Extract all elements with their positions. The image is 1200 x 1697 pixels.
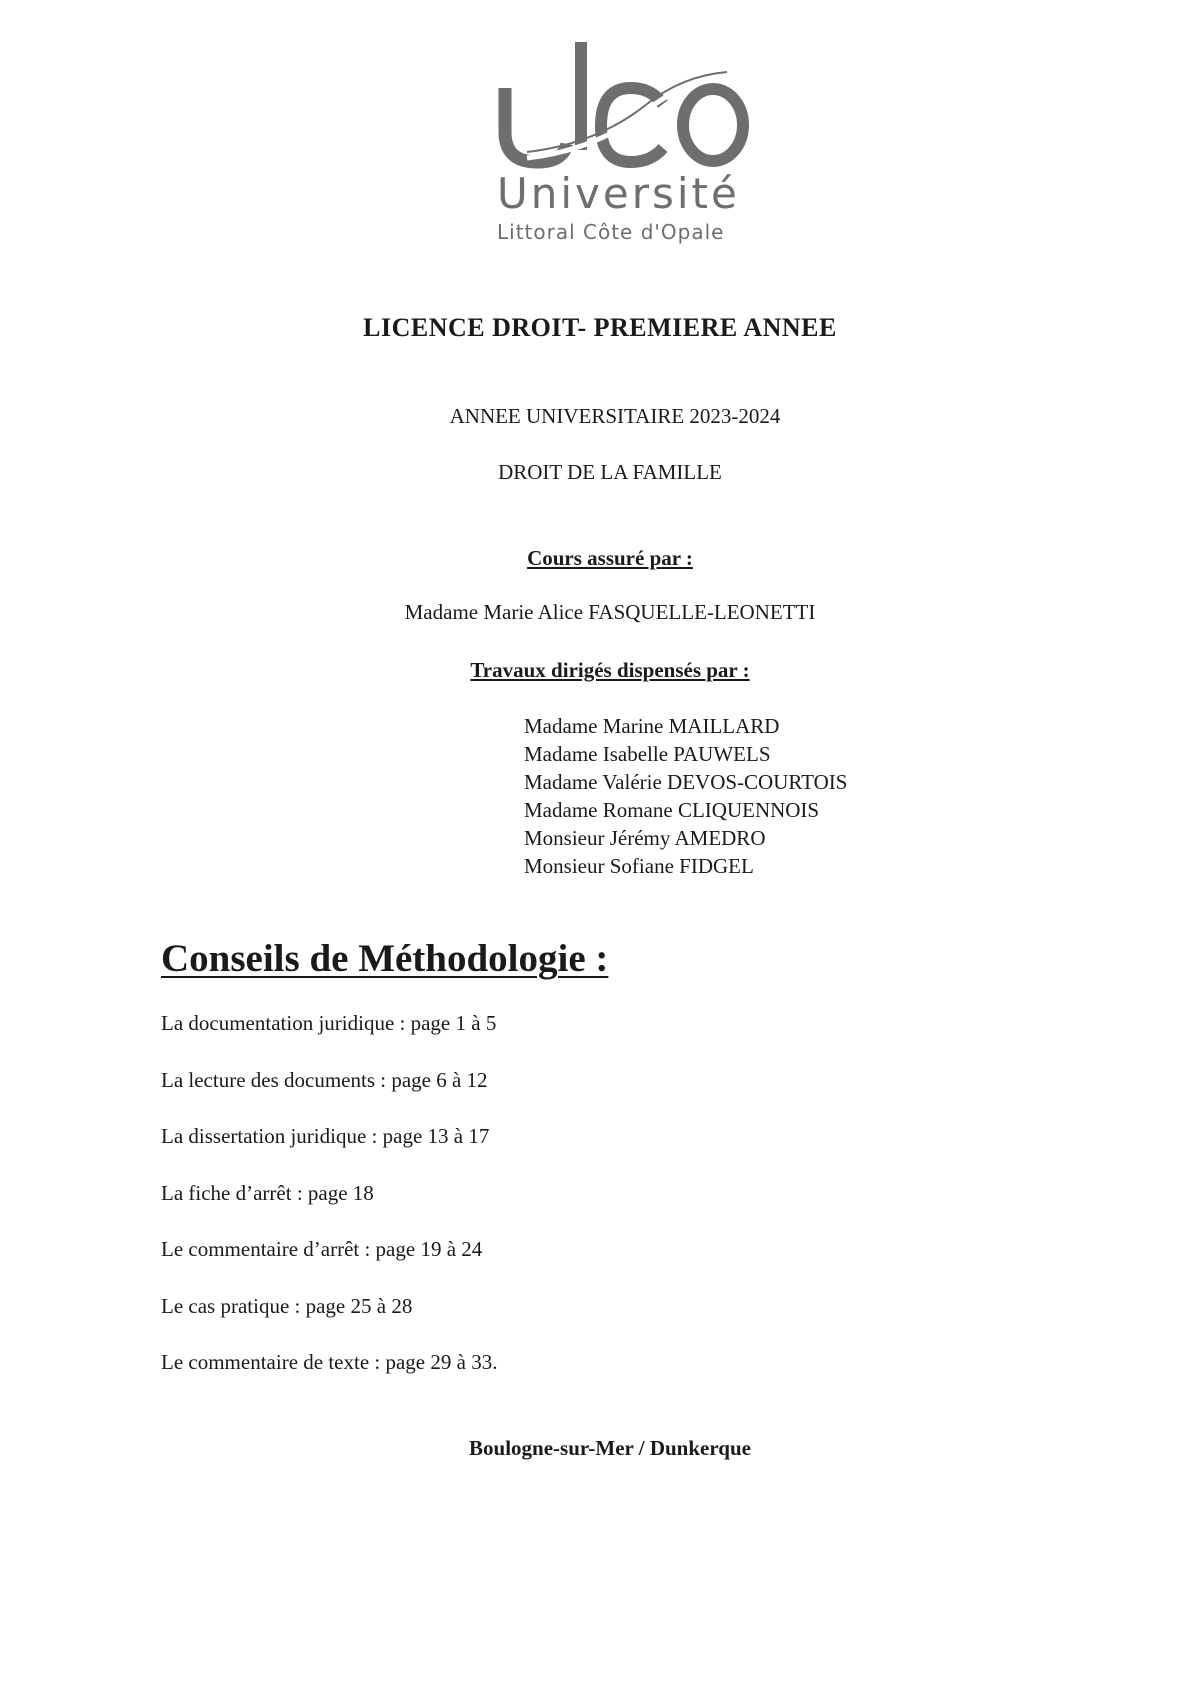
footer-location: Boulogne-sur-Mer / Dunkerque: [469, 1436, 751, 1460]
logo-subtitle-text: Littoral Côte d'Opale: [497, 220, 725, 244]
ulco-wordmark-graphic: [497, 40, 757, 170]
methodology-item: La documentation juridique : page 1 à 5: [161, 1011, 497, 1035]
document-title: LICENCE DROIT- PREMIERE ANNEE: [363, 313, 837, 342]
tutorial-teacher: Madame Valérie DEVOS-COURTOIS: [524, 770, 848, 794]
methodology-title: Conseils de Méthodologie :: [161, 937, 609, 980]
methodology-item: La dissertation juridique : page 13 à 17: [161, 1124, 490, 1148]
methodology-item: Le commentaire d’arrêt : page 19 à 24: [161, 1237, 483, 1261]
tutorial-teacher: Madame Romane CLIQUENNOIS: [524, 798, 820, 822]
course-heading: Cours assuré par :: [527, 546, 693, 570]
methodology-list: [161, 1010, 497, 1406]
methodology-item: La lecture des documents : page 6 à 12: [161, 1067, 488, 1092]
tutorial-teacher: Monsieur Sofiane FIDGEL: [524, 854, 754, 878]
methodology-item: La fiche d’arrêt : page 18: [161, 1180, 374, 1205]
tutorial-teacher: Madame Marine MAILLARD: [524, 714, 780, 738]
university-logo: [497, 40, 757, 250]
tutorials-heading: Travaux dirigés dispensés par :: [470, 658, 750, 682]
methodology-item: Le commentaire de texte : page 29 à 33.: [161, 1350, 498, 1374]
methodology-item: Le cas pratique : page 25 à 28: [161, 1293, 413, 1318]
course-teacher: Madame Marie Alice FASQUELLE-LEONETTI: [404, 600, 816, 624]
logo-university-text: Université: [497, 169, 740, 218]
course-subject: DROIT DE LA FAMILLE: [498, 460, 722, 484]
tutorial-teacher: Madame Isabelle PAUWELS: [524, 742, 771, 766]
tutorial-teacher: Monsieur Jérémy AMEDRO: [524, 826, 766, 850]
tutorials-teacher-list: [524, 712, 847, 880]
academic-year: ANNEE UNIVERSITAIRE 2023-2024: [449, 404, 781, 428]
